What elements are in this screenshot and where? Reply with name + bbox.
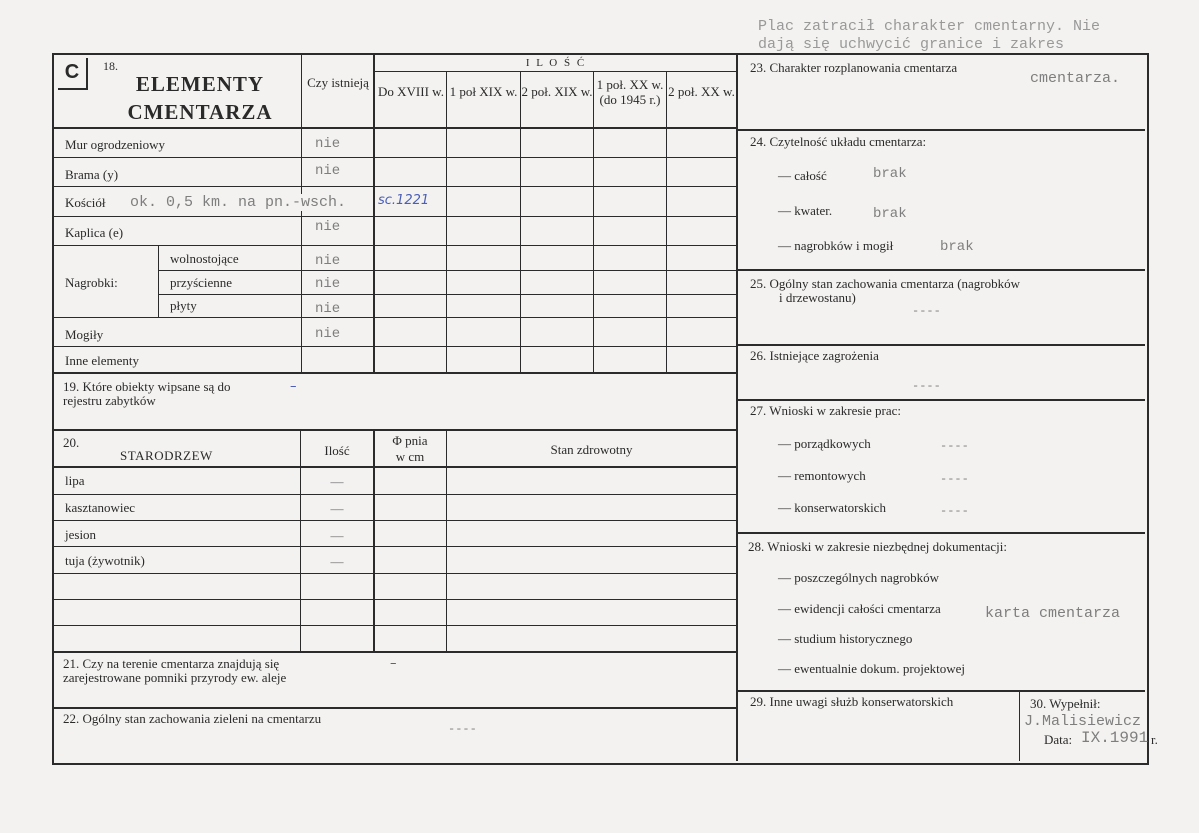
q19-value: –: [290, 379, 297, 394]
q26-text: 26. Istniejące zagrożenia: [750, 348, 879, 363]
q19-text-1: 19. Które obiekty wipsane są do: [63, 379, 231, 394]
val-brama: nie: [315, 163, 341, 179]
q21-text-1: 21. Czy na terenie cmentarza znajdują się: [63, 656, 280, 671]
row-brama: Brama (y): [65, 167, 119, 182]
q27-porz: — porządkowych: [778, 436, 871, 451]
header-title-1: ELEMENTY: [135, 72, 265, 96]
row-plyty: płyty: [170, 298, 197, 313]
q30-suffix: r.: [1151, 732, 1158, 747]
q21-text-2: zarejestrowane pomniki przyrody ew. aleje: [63, 670, 287, 685]
header-exists: Czy istnieją: [307, 75, 369, 90]
q30-date-label: Data:: [1044, 732, 1073, 747]
q22-value: ----: [448, 722, 477, 736]
header-title-2: CMENTARZA: [127, 100, 273, 124]
q24-nagrob-value: brak: [940, 239, 974, 255]
q27-kons-value: ----: [940, 504, 969, 518]
q20-stan: Stan zdrowotny: [550, 442, 633, 457]
q30-name: J.Malisiewicz: [1024, 713, 1142, 730]
val-przysc: nie: [315, 276, 341, 292]
q27-kons: — konserwatorskich: [778, 500, 886, 515]
q20-ilosc: Ilość: [324, 443, 350, 458]
tree-row-2: kasztanowiec: [65, 500, 136, 515]
tree-qty-3: —: [330, 528, 344, 543]
top-note-line2: dają się uchwycić granice i zakres: [758, 36, 1065, 53]
q25-value: ----: [912, 304, 941, 318]
q28-b: — ewidencji całości cmentarza: [778, 601, 941, 616]
q28-b-value: karta cmentarza: [985, 605, 1121, 622]
q20-number: 20.: [63, 435, 80, 450]
col-2pol-xx: 2 poł. XX w.: [668, 84, 735, 99]
q20-title: STARODRZEW: [120, 448, 213, 463]
tree-row-3: jesion: [65, 527, 97, 542]
section-number: 18.: [103, 59, 118, 73]
tree-row-4: tuja (żywotnik): [65, 553, 145, 568]
section-letter: C: [58, 58, 88, 90]
row-przysc: przyścienne: [170, 275, 233, 290]
tree-qty-1: —: [330, 474, 344, 489]
q28-c: — studium historycznego: [778, 631, 913, 646]
q22-text: 22. Ogólny stan zachowania zieleni na cmentarzu: [63, 711, 322, 726]
row-kaplica: Kaplica (e): [65, 225, 124, 240]
col-1pol-xx: 1 poł. XX w. (do 1945 r.): [596, 77, 664, 107]
q30-date: IX.1991: [1081, 729, 1149, 747]
q27-porz-value: ----: [940, 439, 969, 453]
q29-text: 29. Inne uwagi służb konserwatorskich: [750, 694, 954, 709]
val-mogily: nie: [315, 326, 341, 342]
q26-value: ----: [912, 379, 941, 393]
q25-text-1: 25. Ogólny stan zachowania cmentarza (nagrobków: [750, 276, 1021, 291]
q28-text: 28. Wnioski w zakresie niezbędnej dokumentacji:: [748, 539, 1007, 554]
handwritten-sc1221: sc.1221: [378, 193, 430, 208]
row-mur: Mur ogrodzeniowy: [65, 137, 166, 152]
q21-value: –: [390, 656, 397, 671]
q27-text: 27. Wnioski w zakresie prac:: [750, 403, 902, 418]
q24-kwater-value: brak: [873, 206, 907, 222]
top-note-line1: Plac zatracił charakter cmentarny. Nie: [758, 18, 1101, 35]
tree-row-1: lipa: [65, 473, 85, 488]
row-inne: Inne elementy: [65, 353, 139, 368]
q19-text-2: rejestru zabytków: [63, 393, 156, 408]
q28-a: — poszczególnych nagrobków: [778, 570, 940, 585]
tree-qty-4: —: [330, 554, 344, 569]
q27-rem-value: ----: [940, 472, 969, 486]
q24-text: 24. Czytelność układu cmentarza:: [750, 134, 927, 149]
col-2pol-xix: 2 poł. XIX w.: [521, 84, 593, 99]
row-kosciol: Kościół: [65, 195, 106, 210]
row-wolno: wolnostojące: [170, 251, 239, 266]
q24-nagrob: — nagrobków i mogił: [778, 238, 894, 253]
q24-kwater: — kwater.: [778, 203, 833, 218]
col-do-xviii: Do XVIII w.: [378, 84, 444, 99]
col-1pol-xix: 1 poł XIX w.: [449, 84, 518, 99]
row-mogily: Mogiły: [65, 327, 104, 342]
q23-text: 23. Charakter rozplanowania cmentarza: [750, 60, 958, 75]
q23-value: cmentarza.: [1030, 70, 1121, 87]
val-wolno: nie: [315, 253, 341, 269]
row-nagrobki: Nagrobki:: [65, 275, 118, 290]
header-ilosc: I L O Ś Ć: [525, 57, 587, 69]
q25-text-2: i drzewostanu): [779, 290, 856, 305]
q24-calosc: — całość: [778, 168, 827, 183]
q20-wcm: w cm: [395, 449, 425, 464]
tree-qty-2: —: [330, 501, 344, 516]
q24-calosc-value: brak: [873, 166, 907, 182]
val-kosciol: ok. 0,5 km. na pn.-wsch.: [130, 194, 347, 211]
val-plyty: nie: [315, 301, 341, 317]
q20-pnia: Φ pnia: [392, 433, 428, 448]
q30-text: 30. Wypełnił:: [1030, 696, 1101, 711]
val-mur: nie: [315, 136, 341, 152]
q27-rem: — remontowych: [778, 468, 866, 483]
val-kaplica: nie: [315, 219, 341, 235]
q28-d: — ewentualnie dokum. projektowej: [778, 661, 966, 676]
